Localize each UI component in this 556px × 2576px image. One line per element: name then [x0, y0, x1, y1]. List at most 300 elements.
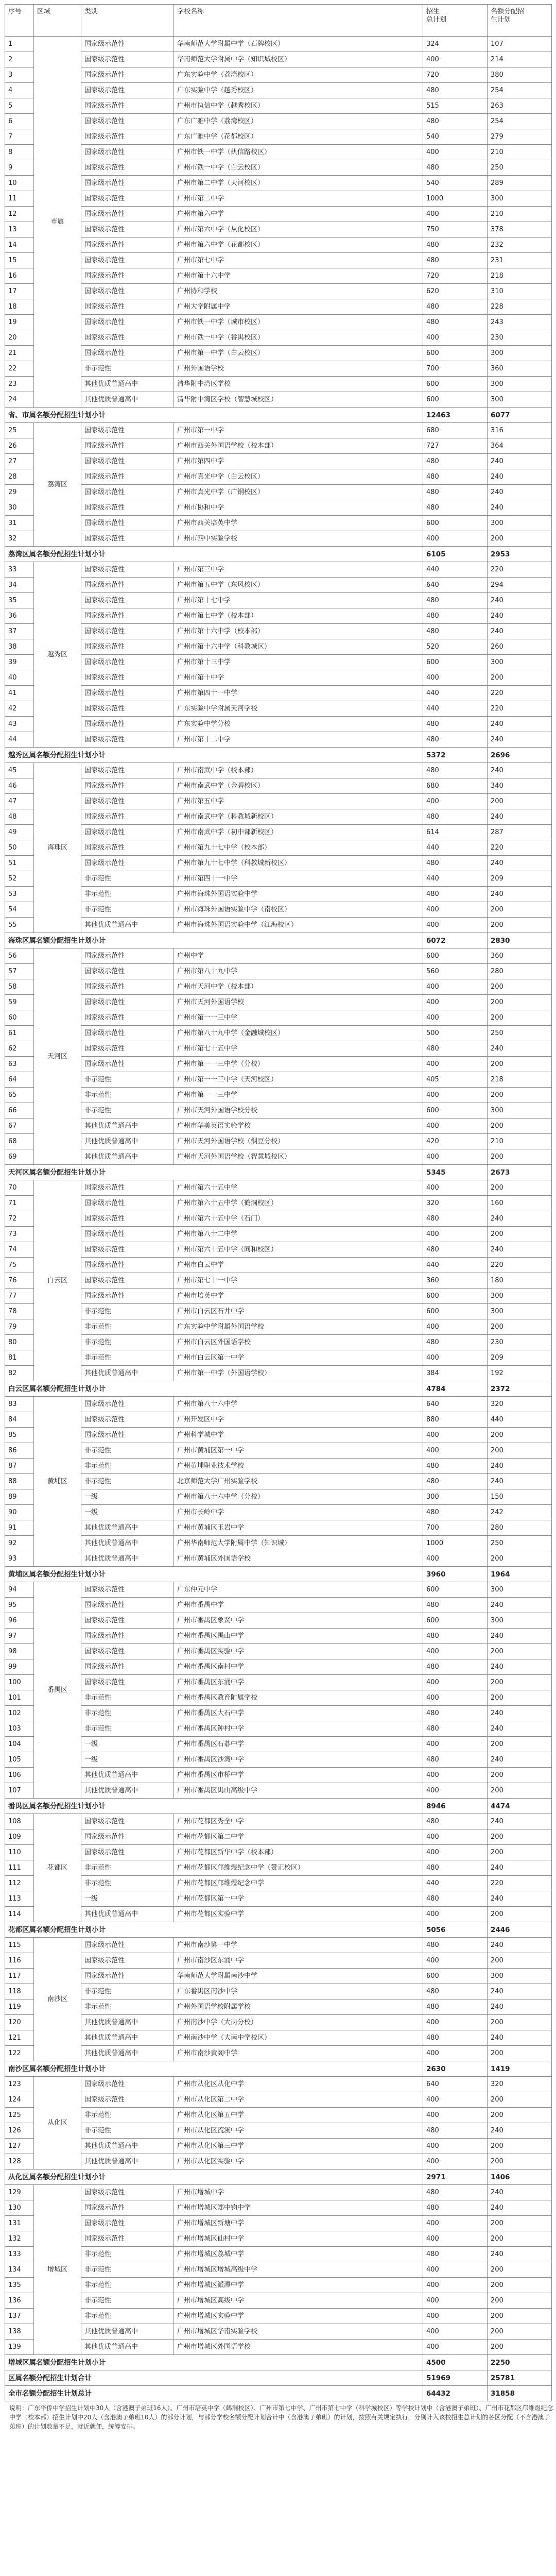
cell-total-plan: 600	[423, 1289, 488, 1304]
cell-category: 国家级示范性	[81, 840, 174, 856]
table-row	[5, 1613, 552, 1629]
table-row	[5, 1258, 552, 1273]
table-row	[5, 485, 552, 500]
cell-total-plan: 400	[423, 1690, 488, 1706]
cell-quota-plan: 200	[488, 1737, 552, 1752]
table-row	[5, 1829, 552, 1845]
cell-quota-plan: 220	[488, 1258, 552, 1273]
cell-no: 10	[5, 176, 34, 191]
table-row	[5, 1010, 552, 1026]
cell-school-name: 广州市花都区新华中学（校本部）	[174, 1845, 423, 1860]
cell-total-plan: 400	[423, 1829, 488, 1845]
cell-category: 国家级示范性	[81, 593, 174, 608]
cell-category: 国家级示范性	[81, 1289, 174, 1304]
cell-school-name: 广州华南师范大学附属中学（知识城）	[174, 1536, 423, 1551]
table-row	[5, 2324, 552, 2340]
subtotal-quota-plan: 2673	[488, 1165, 552, 1180]
cell-school-name: 广东实验中学（荔湾校区）	[174, 67, 423, 83]
cell-area: 增城区	[34, 2185, 81, 2355]
cell-total-plan: 420	[423, 1134, 488, 1149]
table-row	[5, 2216, 552, 2231]
subtotal-row	[5, 1799, 552, 1814]
header-category: 类别	[81, 5, 174, 37]
cell-no: 69	[5, 1149, 34, 1165]
cell-total-plan: 480	[423, 1505, 488, 1520]
subtotal-label: 荔湾区属名额分配招生计划小计	[5, 547, 423, 562]
cell-category: 国家级示范性	[81, 438, 174, 454]
cell-quota-plan: 320	[488, 2077, 552, 2092]
cell-no: 42	[5, 701, 34, 717]
table-row	[5, 686, 552, 701]
cell-no: 100	[5, 1675, 34, 1690]
table-row	[5, 1551, 552, 1567]
cell-no: 107	[5, 1783, 34, 1799]
cell-no: 12	[5, 207, 34, 222]
cell-total-plan: 480	[423, 1459, 488, 1474]
subtotal-row	[5, 1567, 552, 1582]
cell-quota-plan: 200	[488, 1319, 552, 1335]
subtotal-row	[5, 547, 552, 562]
cell-school-name: 广州市第三中学	[174, 562, 423, 578]
cell-total-plan: 620	[423, 284, 488, 299]
cell-school-name: 广州市南武中学（初中部新校区）	[174, 825, 423, 840]
table-row	[5, 1196, 552, 1211]
cell-quota-plan: 200	[488, 902, 552, 918]
cell-no: 66	[5, 1103, 34, 1118]
cell-no: 40	[5, 670, 34, 686]
cell-category: 国家级示范性	[81, 1041, 174, 1057]
table-row	[5, 83, 552, 98]
subtotal-total-plan: 2971	[423, 2170, 488, 2185]
cell-category: 国家级示范性	[81, 1659, 174, 1675]
cell-school-name: 广州市海珠外国语实验中学（南校区）	[174, 902, 423, 918]
cell-no: 41	[5, 686, 34, 701]
cell-school-name: 华南师范大学附属中学（石牌校区）	[174, 37, 423, 52]
cell-quota-plan: 200	[488, 1783, 552, 1799]
cell-category: 国家级示范性	[81, 253, 174, 268]
subtotal-label: 白云区属名额分配招生计划小计	[5, 1381, 423, 1397]
cell-total-plan: 600	[423, 1582, 488, 1598]
table-row	[5, 964, 552, 979]
cell-school-name: 广州市天河外国语学校（智慧城校区）	[174, 1149, 423, 1165]
cell-no: 131	[5, 2216, 34, 2231]
subtotal-label: 天河区属名额分配招生计划小计	[5, 1165, 423, 1180]
cell-school-name: 广东广雅中学（花都校区）	[174, 129, 423, 145]
table-row	[5, 1088, 552, 1103]
cell-total-plan: 540	[423, 129, 488, 145]
table-row	[5, 1428, 552, 1443]
cell-quota-plan: 200	[488, 2015, 552, 2030]
table-row	[5, 52, 552, 67]
cell-quota-plan: 300	[488, 1304, 552, 1319]
cell-total-plan: 680	[423, 778, 488, 794]
cell-category: 国家级示范性	[81, 315, 174, 330]
cell-no: 57	[5, 964, 34, 979]
cell-quota-plan: 218	[488, 268, 552, 284]
cell-total-plan: 480	[423, 1474, 488, 1489]
cell-category: 国家级示范性	[81, 1829, 174, 1845]
cell-no: 123	[5, 2077, 34, 2092]
cell-no: 9	[5, 160, 34, 176]
cell-no: 124	[5, 2092, 34, 2108]
header-no: 序号	[5, 5, 34, 37]
cell-no: 114	[5, 1907, 34, 1922]
total-total-plan: 51969	[423, 2370, 488, 2386]
cell-school-name: 广州市第六十五中学	[174, 1180, 423, 1196]
table-row	[5, 423, 552, 438]
table-row	[5, 37, 552, 52]
cell-category: 国家级示范性	[81, 948, 174, 964]
cell-school-name: 广州市第五中学（东风校区）	[174, 578, 423, 593]
cell-no: 24	[5, 392, 34, 408]
cell-total-plan: 480	[423, 1999, 488, 2015]
cell-no: 47	[5, 794, 34, 809]
cell-quota-plan: 220	[488, 562, 552, 578]
cell-no: 134	[5, 2262, 34, 2278]
cell-no: 128	[5, 2154, 34, 2170]
cell-school-name: 广州市花都区第二中学	[174, 1829, 423, 1845]
cell-no: 88	[5, 1474, 34, 1489]
cell-total-plan: 480	[423, 114, 488, 129]
cell-no: 96	[5, 1613, 34, 1629]
cell-school-name: 广州开发区中学	[174, 1412, 423, 1428]
cell-school-name: 广州市增城区外国语学校	[174, 2340, 423, 2355]
cell-no: 58	[5, 979, 34, 995]
cell-total-plan: 480	[423, 469, 488, 485]
cell-total-plan: 480	[423, 1598, 488, 1613]
cell-no: 87	[5, 1459, 34, 1474]
cell-category: 非示范性	[81, 2123, 174, 2139]
table-row	[5, 1026, 552, 1041]
cell-no: 63	[5, 1057, 34, 1072]
cell-category: 一级	[81, 1752, 174, 1768]
cell-school-name: 广州市第六中学（花都校区）	[174, 238, 423, 253]
cell-quota-plan: 340	[488, 778, 552, 794]
cell-area: 黄埔区	[34, 1397, 81, 1567]
cell-category: 国家级示范性	[81, 964, 174, 979]
cell-quota-plan: 240	[488, 2200, 552, 2216]
cell-no: 119	[5, 1999, 34, 2015]
cell-school-name: 广州市海珠外国语实验中学	[174, 887, 423, 902]
table-row	[5, 1443, 552, 1459]
cell-total-plan: 400	[423, 1057, 488, 1072]
cell-category: 其他优质普通高中	[81, 392, 174, 408]
cell-quota-plan: 240	[488, 1721, 552, 1737]
cell-total-plan: 400	[423, 531, 488, 547]
cell-quota-plan: 200	[488, 531, 552, 547]
cell-quota-plan: 240	[488, 1211, 552, 1227]
cell-quota-plan: 242	[488, 1505, 552, 1520]
cell-total-plan: 360	[423, 1273, 488, 1289]
total-label: 区属名额分配招生计划合计	[5, 2370, 423, 2386]
cell-category: 国家级示范性	[81, 578, 174, 593]
cell-total-plan: 515	[423, 98, 488, 114]
cell-category: 国家级示范性	[81, 2185, 174, 2200]
cell-no: 104	[5, 1737, 34, 1752]
cell-category: 国家级示范性	[81, 825, 174, 840]
cell-quota-plan: 200	[488, 1690, 552, 1706]
cell-total-plan: 440	[423, 701, 488, 717]
cell-total-plan: 480	[423, 1752, 488, 1768]
table-row	[5, 469, 552, 485]
table-row	[5, 2340, 552, 2355]
cell-school-name: 广州市第六十五中学（鹤洞校区）	[174, 1196, 423, 1211]
cell-school-name: 广州市增城区派潭中学	[174, 2278, 423, 2293]
cell-quota-plan: 240	[488, 2185, 552, 2200]
cell-no: 17	[5, 284, 34, 299]
cell-category: 国家级示范性	[81, 454, 174, 469]
cell-school-name: 广州市西关培英中学	[174, 516, 423, 531]
cell-school-name: 华南师范大学附属南沙中学	[174, 1969, 423, 1984]
cell-no: 122	[5, 2046, 34, 2061]
cell-school-name: 广州协和学校	[174, 284, 423, 299]
cell-total-plan: 400	[423, 2278, 488, 2293]
cell-quota-plan: 200	[488, 670, 552, 686]
cell-no: 109	[5, 1829, 34, 1845]
cell-no: 55	[5, 918, 34, 933]
cell-quota-plan: 279	[488, 129, 552, 145]
cell-total-plan: 480	[423, 1891, 488, 1907]
cell-category: 其他优质普通高中	[81, 377, 174, 392]
cell-quota-plan: 240	[488, 500, 552, 516]
cell-quota-plan: 200	[488, 918, 552, 933]
cell-total-plan: 400	[423, 2108, 488, 2123]
cell-no: 118	[5, 1984, 34, 1999]
subtotal-quota-plan: 1964	[488, 1567, 552, 1582]
cell-no: 64	[5, 1072, 34, 1088]
table-row	[5, 1505, 552, 1520]
cell-quota-plan: 378	[488, 222, 552, 238]
cell-quota-plan: 231	[488, 253, 552, 268]
cell-total-plan: 405	[423, 1072, 488, 1088]
cell-school-name: 广州市铁一中学（白云校区）	[174, 160, 423, 176]
cell-total-plan: 480	[423, 1659, 488, 1675]
cell-no: 11	[5, 191, 34, 207]
cell-no: 85	[5, 1428, 34, 1443]
subtotal-quota-plan: 1419	[488, 2061, 552, 2077]
cell-category: 非示范性	[81, 887, 174, 902]
table-row	[5, 655, 552, 670]
table-row	[5, 1211, 552, 1227]
cell-total-plan: 720	[423, 268, 488, 284]
grand-total-row	[5, 2370, 552, 2386]
cell-quota-plan: 240	[488, 2030, 552, 2046]
cell-no: 21	[5, 346, 34, 361]
cell-school-name: 广州市增城区高级中学	[174, 2293, 423, 2309]
cell-quota-plan: 200	[488, 2154, 552, 2170]
table-row	[5, 2046, 552, 2061]
cell-school-name: 广州市番禺区象贤中学	[174, 1613, 423, 1629]
table-row	[5, 639, 552, 655]
cell-category: 国家级示范性	[81, 346, 174, 361]
cell-category: 国家级示范性	[81, 222, 174, 238]
cell-school-name: 广州市第一一三中学（分校）	[174, 1057, 423, 1072]
cell-school-name: 广州市从化区第三中学	[174, 2139, 423, 2154]
cell-no: 93	[5, 1551, 34, 1567]
cell-total-plan: 400	[423, 902, 488, 918]
cell-school-name: 广州市花都区邝维煜纪念中学	[174, 1876, 423, 1891]
cell-category: 国家级示范性	[81, 2077, 174, 2092]
cell-quota-plan: 240	[488, 1814, 552, 1829]
cell-no: 19	[5, 315, 34, 330]
quota-plan-table	[5, 4, 552, 2401]
cell-quota-plan: 220	[488, 840, 552, 856]
cell-quota-plan: 240	[488, 593, 552, 608]
cell-school-name: 广州市第四十一中学	[174, 686, 423, 701]
cell-total-plan: 440	[423, 871, 488, 887]
cell-quota-plan: 240	[488, 1598, 552, 1613]
cell-no: 116	[5, 1953, 34, 1969]
cell-quota-plan: 200	[488, 979, 552, 995]
cell-total-plan: 400	[423, 1551, 488, 1567]
table-row	[5, 114, 552, 129]
cell-area: 海珠区	[34, 763, 81, 933]
cell-no: 120	[5, 2015, 34, 2030]
cell-category: 非示范性	[81, 2262, 174, 2278]
cell-area: 南沙区	[34, 1938, 81, 2061]
cell-total-plan: 727	[423, 438, 488, 454]
cell-total-plan: 480	[423, 160, 488, 176]
table-row	[5, 794, 552, 809]
cell-quota-plan: 364	[488, 438, 552, 454]
cell-total-plan: 480	[423, 624, 488, 639]
cell-quota-plan: 200	[488, 2293, 552, 2309]
cell-no: 46	[5, 778, 34, 794]
cell-no: 52	[5, 871, 34, 887]
cell-no: 94	[5, 1582, 34, 1598]
cell-quota-plan: 200	[488, 995, 552, 1010]
cell-no: 76	[5, 1273, 34, 1289]
cell-total-plan: 440	[423, 1876, 488, 1891]
cell-area: 从化区	[34, 2077, 81, 2170]
table-row	[5, 948, 552, 964]
table-row	[5, 2154, 552, 2170]
cell-quota-plan: 218	[488, 1072, 552, 1088]
cell-school-name: 广州大学附属中学	[174, 299, 423, 315]
cell-quota-plan: 240	[488, 732, 552, 748]
table-row	[5, 1706, 552, 1721]
cell-no: 74	[5, 1242, 34, 1258]
cell-quota-plan: 250	[488, 160, 552, 176]
cell-quota-plan: 440	[488, 1412, 552, 1428]
cell-quota-plan: 200	[488, 1644, 552, 1659]
cell-total-plan: 480	[423, 2185, 488, 2200]
cell-quota-plan: 200	[488, 1953, 552, 1969]
table-row	[5, 377, 552, 392]
cell-no: 50	[5, 840, 34, 856]
cell-no: 95	[5, 1598, 34, 1613]
cell-school-name: 广州市番禺区石碁中学	[174, 1737, 423, 1752]
cell-total-plan: 400	[423, 1319, 488, 1335]
cell-quota-plan: 250	[488, 1536, 552, 1551]
table-row	[5, 887, 552, 902]
table-row	[5, 1474, 552, 1489]
cell-category: 国家级示范性	[81, 1227, 174, 1242]
cell-total-plan: 400	[423, 2092, 488, 2108]
cell-total-plan: 480	[423, 887, 488, 902]
cell-quota-plan: 240	[488, 1659, 552, 1675]
cell-total-plan: 400	[423, 2015, 488, 2030]
cell-school-name: 广州市华美英语实验学校	[174, 1118, 423, 1134]
cell-quota-plan: 240	[488, 887, 552, 902]
cell-total-plan: 400	[423, 1768, 488, 1783]
cell-no: 23	[5, 377, 34, 392]
cell-school-name: 广州外国语学校附属学校	[174, 1999, 423, 2015]
cell-school-name: 广州市番禺区实验中学	[174, 1644, 423, 1659]
table-row	[5, 160, 552, 176]
table-row	[5, 392, 552, 408]
cell-category: 国家级示范性	[81, 299, 174, 315]
cell-total-plan: 400	[423, 1953, 488, 1969]
cell-school-name: 广州市第十二中学	[174, 732, 423, 748]
cell-category: 国家级示范性	[81, 516, 174, 531]
cell-quota-plan: 240	[488, 1041, 552, 1057]
cell-total-plan: 400	[423, 1675, 488, 1690]
subtotal-total-plan: 4500	[423, 2355, 488, 2370]
cell-total-plan: 480	[423, 608, 488, 624]
cell-category: 非示范性	[81, 1721, 174, 1737]
cell-school-name: 广州市增城区荔城中学	[174, 2247, 423, 2262]
cell-school-name: 广州市第十中学	[174, 670, 423, 686]
cell-total-plan: 480	[423, 1721, 488, 1737]
cell-quota-plan: 200	[488, 2231, 552, 2247]
cell-category: 其他优质普通高中	[81, 2015, 174, 2030]
cell-category: 国家级示范性	[81, 1629, 174, 1644]
table-row	[5, 1103, 552, 1118]
cell-quota-plan: 200	[488, 1907, 552, 1922]
table-header-row	[5, 5, 552, 37]
cell-total-plan: 440	[423, 686, 488, 701]
cell-quota-plan: 240	[488, 856, 552, 871]
table-row	[5, 1366, 552, 1381]
table-row	[5, 1845, 552, 1860]
cell-total-plan: 600	[423, 1969, 488, 1984]
cell-category: 国家级示范性	[81, 1582, 174, 1598]
cell-category: 国家级示范性	[81, 1845, 174, 1860]
cell-total-plan: 400	[423, 995, 488, 1010]
table-row	[5, 1149, 552, 1165]
cell-school-name: 广州市第十六中学	[174, 268, 423, 284]
cell-quota-plan: 214	[488, 52, 552, 67]
cell-area: 番禺区	[34, 1582, 81, 1799]
cell-category: 非示范性	[81, 1088, 174, 1103]
cell-no: 44	[5, 732, 34, 748]
subtotal-label: 增城区属名额分配招生计划小计	[5, 2355, 423, 2370]
cell-quota-plan: 200	[488, 2340, 552, 2355]
cell-school-name: 广州市番禺区禺山中学	[174, 1629, 423, 1644]
cell-total-plan: 400	[423, 2293, 488, 2309]
table-row	[5, 1057, 552, 1072]
cell-category: 国家级示范性	[81, 1273, 174, 1289]
total-quota-plan: 31858	[488, 2386, 552, 2401]
cell-no: 73	[5, 1227, 34, 1242]
cell-total-plan: 480	[423, 1860, 488, 1876]
header-school: 学校名称	[174, 5, 423, 37]
table-row	[5, 2247, 552, 2262]
cell-total-plan: 480	[423, 732, 488, 748]
cell-category: 国家级示范性	[81, 1057, 174, 1072]
cell-total-plan: 400	[423, 670, 488, 686]
cell-school-name: 广州市第四中学	[174, 454, 423, 469]
cell-school-name: 广州市真光中学（广钢校区）	[174, 485, 423, 500]
cell-category: 其他优质普通高中	[81, 2139, 174, 2154]
cell-school-name: 广州市花都区秀全中学	[174, 1814, 423, 1829]
cell-total-plan: 400	[423, 1783, 488, 1799]
cell-no: 25	[5, 423, 34, 438]
grand-total-row	[5, 2386, 552, 2401]
cell-category: 其他优质普通高中	[81, 1366, 174, 1381]
cell-quota-plan: 200	[488, 1118, 552, 1134]
